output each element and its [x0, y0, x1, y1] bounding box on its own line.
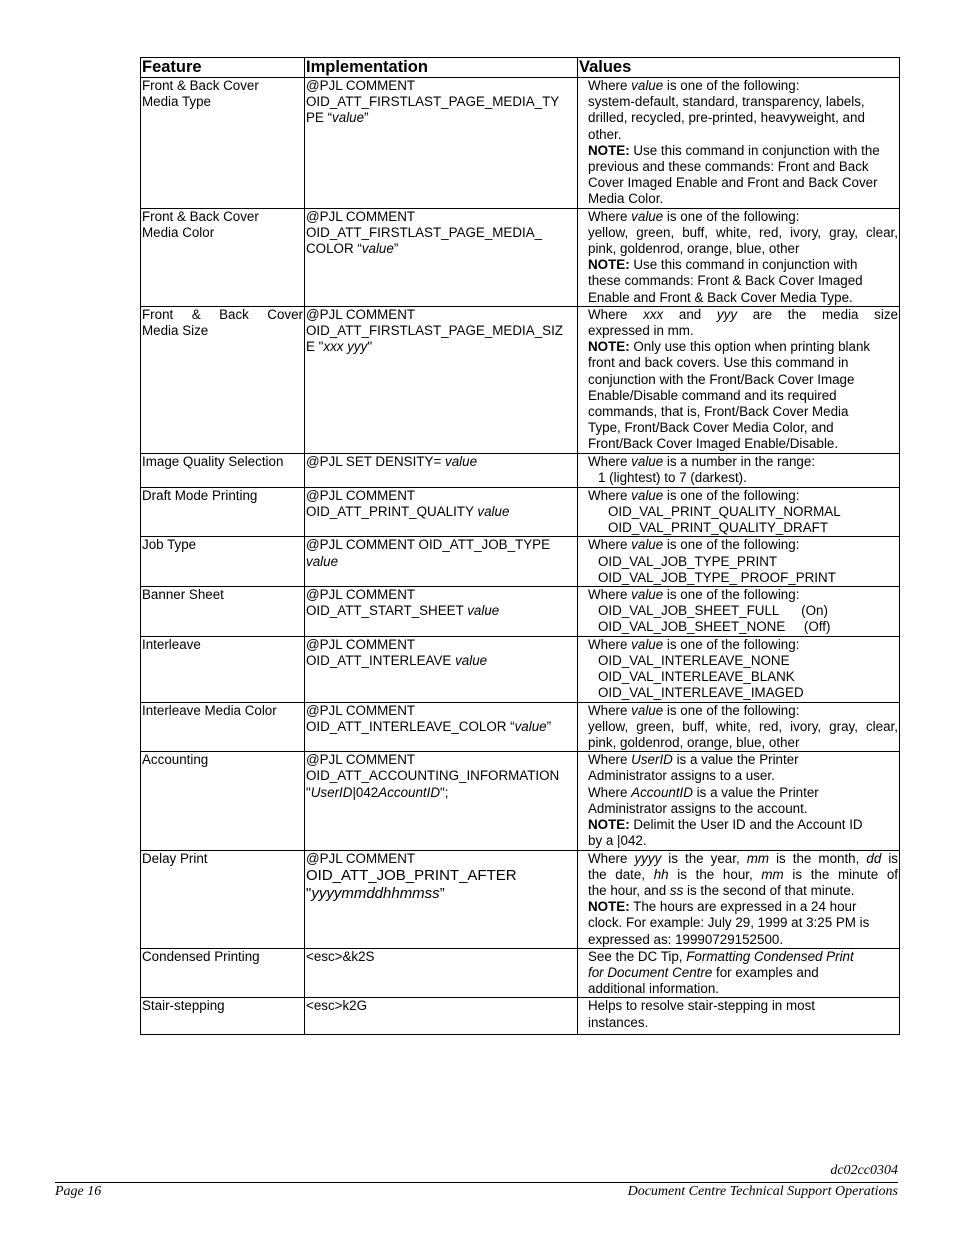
header-implementation: Implementation: [305, 58, 578, 78]
implementation-text: @PJL COMMENT: [306, 487, 416, 503]
feature-text: Media Type: [142, 94, 211, 110]
values-cell: [578, 78, 900, 209]
feature-cell: [141, 453, 305, 487]
values-text: instances.: [588, 1014, 649, 1030]
feature-cell: [141, 636, 305, 702]
values-text: OID_VAL_INTERLEAVE_IMAGED: [598, 685, 804, 701]
values-cell: [578, 752, 900, 850]
feature-table: [140, 57, 900, 1035]
implementation-text: @PJL COMMENT: [306, 306, 416, 322]
values-text: system-default, standard, transparency, labels,: [588, 94, 865, 110]
implementation-text: @PJL COMMENT: [306, 78, 416, 93]
document-code: dc02cc0304: [830, 1163, 898, 1178]
values-text: Where value is a number in the range:: [588, 453, 816, 469]
implementation-cell: [305, 850, 578, 948]
header-feature: Feature: [141, 58, 305, 78]
implementation-text: OID_ATT_PRINT_QUALITY value: [306, 504, 510, 520]
values-text: previous and these commands: Front and Back: [588, 159, 869, 175]
values-text: these commands: Front & Back Cover Imaged: [588, 273, 863, 289]
feature-text: Job Type: [142, 537, 197, 553]
feature-text: Media Size: [142, 323, 209, 339]
values-cell: [578, 702, 900, 752]
values-text: Where value is one of the following:: [588, 208, 800, 224]
feature-text: Front & Back Cover: [142, 208, 259, 224]
feature-text: Front & Back Cover: [142, 78, 259, 93]
values-text: expressed in mm.: [588, 323, 694, 339]
implementation-cell: [305, 537, 578, 587]
values-cell: [578, 998, 900, 1035]
footer-divider: [55, 1182, 898, 1183]
implementation-cell: [305, 948, 578, 998]
implementation-cell: [305, 306, 578, 453]
table-row: [141, 587, 900, 637]
values-text: NOTE: The hours are expressed in a 24 hour: [588, 899, 857, 915]
implementation-cell: [305, 752, 578, 850]
table-row: [141, 850, 900, 948]
implementation-text: value: [306, 553, 339, 569]
values-text: Where UserID is a value the Printer: [588, 752, 799, 768]
values-text: Where value is one of the following:: [588, 537, 800, 553]
feature-cell: [141, 702, 305, 752]
values-text: drilled, recycled, pre-printed, heavyweight, and: [588, 110, 865, 126]
feature-text: Interleave: [142, 636, 201, 652]
feature-cell: [141, 752, 305, 850]
feature-text: Media Color: [142, 224, 215, 240]
values-text: OID_VAL_INTERLEAVE_NONE: [598, 652, 790, 668]
implementation-cell: [305, 702, 578, 752]
values-text: Where xxx and yyy are the media size: [588, 306, 898, 322]
feature-cell: [141, 208, 305, 306]
implementation-text: @PJL COMMENT OID_ATT_JOB_TYPE: [306, 537, 551, 553]
values-text: yellow, green, buff, white, red, ivory, gray, clear,: [588, 224, 898, 240]
feature-text: Draft Mode Printing: [142, 487, 258, 503]
feature-text: Accounting: [142, 752, 209, 768]
values-cell: [578, 453, 900, 487]
feature-text: Stair-stepping: [142, 998, 225, 1014]
table-row: [141, 78, 900, 209]
table-row: [141, 948, 900, 998]
values-text: NOTE: Only use this option when printing blank: [588, 339, 871, 355]
values-text: Enable and Front & Back Cover Media Type.: [588, 289, 853, 305]
implementation-text: <esc>&k2S: [306, 948, 375, 964]
implementation-cell: [305, 78, 578, 209]
values-text: NOTE: Delimit the User ID and the Account ID: [588, 817, 863, 833]
page-number: Page 16: [55, 1184, 102, 1199]
values-text: Where value is one of the following:: [588, 78, 800, 93]
values-text: Helps to resolve stair-stepping in most: [588, 998, 815, 1014]
implementation-text: @PJL SET DENSITY= value: [306, 453, 478, 469]
values-text: Administrator assigns to the account.: [588, 800, 808, 816]
values-text: NOTE: Use this command in conjunction with: [588, 257, 858, 273]
values-text: OID_VAL_PRINT_QUALITY_NORMAL: [608, 504, 841, 520]
implementation-text: @PJL COMMENT: [306, 850, 416, 866]
feature-cell: [141, 948, 305, 998]
values-text: OID_VAL_PRINT_QUALITY_DRAFT: [608, 520, 829, 536]
feature-text: Delay Print: [142, 850, 208, 866]
values-cell: [578, 636, 900, 702]
table-row: [141, 537, 900, 587]
implementation-cell: [305, 998, 578, 1035]
values-text: for Document Centre for examples and: [588, 964, 819, 980]
values-cell: [578, 587, 900, 637]
values-text: by a |042.: [588, 833, 647, 849]
values-text: Where AccountID is a value the Printer: [588, 784, 819, 800]
implementation-text: @PJL COMMENT: [306, 587, 416, 603]
feature-cell: [141, 587, 305, 637]
implementation-cell: [305, 636, 578, 702]
implementation-text: OID_ATT_FIRSTLAST_PAGE_MEDIA_: [306, 224, 543, 240]
implementation-text: OID_ATT_START_SHEET value: [306, 603, 500, 619]
values-text: commands, that is, Front/Back Cover Media: [588, 404, 849, 420]
values-cell: [578, 948, 900, 998]
implementation-text: "UserID|042AccountID";: [306, 784, 449, 800]
feature-cell: [141, 487, 305, 537]
values-cell: [578, 487, 900, 537]
table-row: [141, 208, 900, 306]
feature-cell: [141, 998, 305, 1035]
implementation-text: OID_ATT_INTERLEAVE value: [306, 652, 488, 668]
table-row: [141, 453, 900, 487]
implementation-text: PE “value”: [306, 110, 369, 126]
implementation-text: OID_ATT_FIRSTLAST_PAGE_MEDIA_TY: [306, 94, 560, 110]
table-row: [141, 306, 900, 453]
values-text: Type, Front/Back Cover Media Color, and: [588, 420, 834, 436]
implementation-text: "yyyymmddhhmmss”: [306, 884, 445, 902]
implementation-text: @PJL COMMENT: [306, 752, 416, 768]
table-row: [141, 752, 900, 850]
values-text: OID_VAL_JOB_TYPE_ PROOF_PRINT: [598, 569, 836, 585]
values-text: Enable/Disable command and its required: [588, 387, 837, 403]
values-text: See the DC Tip, Formatting Condensed Print: [588, 948, 854, 964]
values-text: Front/Back Cover Imaged Enable/Disable.: [588, 436, 839, 452]
values-text: OID_VAL_INTERLEAVE_BLANK: [598, 669, 795, 685]
values-cell: [578, 306, 900, 453]
document-title: Document Centre Technical Support Operations: [627, 1184, 898, 1199]
implementation-text: @PJL COMMENT: [306, 702, 416, 718]
feature-text: Banner Sheet: [142, 587, 224, 603]
values-text: the date, hh is the hour, mm is the minute of: [588, 866, 899, 882]
feature-cell: [141, 850, 305, 948]
table-row: [141, 998, 900, 1035]
values-text: Media Color.: [588, 191, 664, 207]
values-text: additional information.: [588, 981, 720, 997]
values-text: Where yyyy is the year, mm is the month, dd is: [588, 850, 898, 866]
implementation-text: OID_ATT_JOB_PRINT_AFTER: [306, 866, 517, 884]
implementation-text: OID_ATT_ACCOUNTING_INFORMATION: [306, 768, 560, 784]
values-text: Where value is one of the following:: [588, 587, 800, 603]
values-cell: [578, 850, 900, 948]
values-text: Cover Imaged Enable and Front and Back Cover: [588, 175, 878, 191]
values-text: NOTE: Use this command in conjunction with the: [588, 142, 880, 158]
values-text: front and back covers. Use this command in: [588, 355, 849, 371]
feature-cell: [141, 537, 305, 587]
feature-text: Condensed Printing: [142, 948, 260, 964]
values-text: the hour, and ss is the second of that minute.: [588, 882, 855, 898]
values-text: pink, goldenrod, orange, blue, other: [588, 241, 800, 257]
values-text: Where value is one of the following:: [588, 702, 800, 718]
feature-text: Image Quality Selection: [142, 453, 284, 469]
table-row: [141, 702, 900, 752]
table-row: [141, 636, 900, 702]
implementation-text: COLOR “value”: [306, 241, 399, 257]
implementation-cell: [305, 208, 578, 306]
values-text: Where value is one of the following:: [588, 636, 800, 652]
implementation-text: <esc>k2G: [306, 998, 368, 1014]
values-text: yellow, green, buff, white, red, ivory, gray, clear,: [588, 718, 898, 734]
values-text: 1 (lightest) to 7 (darkest).: [598, 470, 747, 486]
implementation-cell: [305, 587, 578, 637]
values-text: Where value is one of the following:: [588, 487, 800, 503]
values-text: OID_VAL_JOB_SHEET_NONE (Off): [598, 619, 831, 635]
values-text: clock. For example: July 29, 1999 at 3:25 PM is: [588, 915, 870, 931]
values-text: expressed as: 19990729152500.: [588, 931, 784, 947]
feature-cell: [141, 78, 305, 209]
feature-text: Interleave Media Color: [142, 702, 277, 718]
values-text: other.: [588, 126, 622, 142]
values-cell: [578, 537, 900, 587]
table-header-row: [141, 58, 900, 78]
values-text: pink, goldenrod, orange, blue, other: [588, 735, 800, 751]
implementation-text: E "xxx yyy": [306, 339, 373, 355]
values-text: OID_VAL_JOB_TYPE_PRINT: [598, 553, 778, 569]
values-cell: [578, 208, 900, 306]
implementation-text: OID_ATT_INTERLEAVE_COLOR “value”: [306, 718, 552, 734]
implementation-cell: [305, 453, 578, 487]
implementation-text: OID_ATT_FIRSTLAST_PAGE_MEDIA_SIZ: [306, 323, 563, 339]
values-text: conjunction with the Front/Back Cover Image: [588, 371, 855, 387]
header-values: Values: [578, 58, 900, 78]
implementation-text: @PJL COMMENT: [306, 208, 416, 224]
table-row: [141, 487, 900, 537]
values-text: Administrator assigns to a user.: [588, 768, 775, 784]
values-text: OID_VAL_JOB_SHEET_FULL (On): [598, 603, 828, 619]
implementation-cell: [305, 487, 578, 537]
implementation-text: @PJL COMMENT: [306, 636, 416, 652]
feature-text: Front & Back Cover: [142, 306, 303, 322]
feature-cell: [141, 306, 305, 453]
